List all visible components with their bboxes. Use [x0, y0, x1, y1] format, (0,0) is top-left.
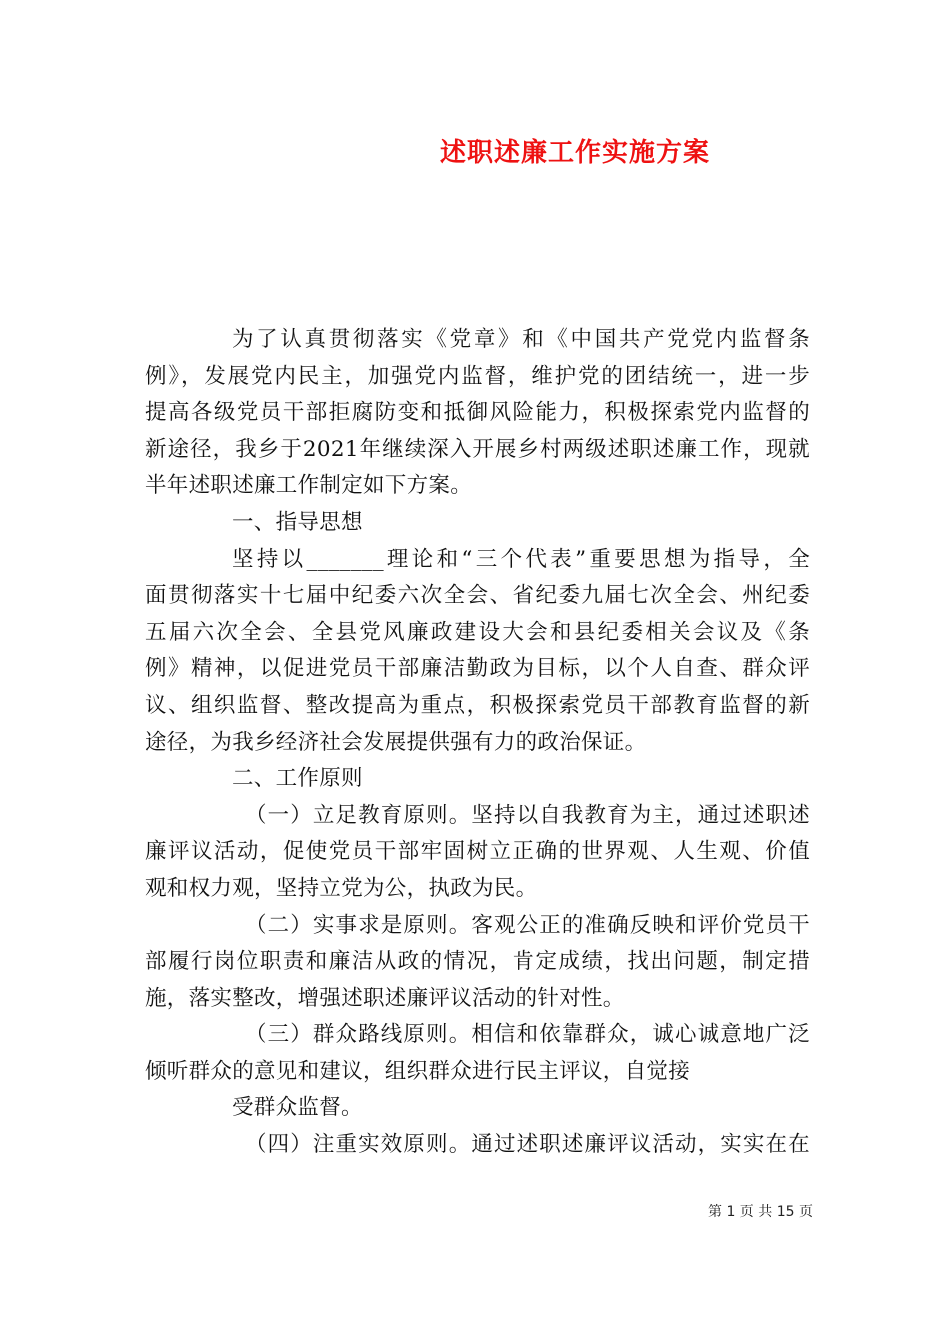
section-heading: 一、指导思想	[232, 509, 363, 535]
paragraph-line: 新途径，我乡于2021年继续深入开展乡村两级述职述廉工作，现就	[145, 436, 810, 462]
section-heading: 二、工作原则	[232, 766, 363, 792]
paragraph-line: 坚持以_______理论和“三个代表”重要思想为指导，全	[232, 546, 810, 572]
paragraph-line: （三）群众路线原则。相信和依靠群众，诚心诚意地广泛	[245, 1022, 810, 1048]
paragraph-line: 半年述职述廉工作制定如下方案。	[145, 473, 473, 499]
document-body	[145, 322, 810, 1164]
paragraph-line: 途径，为我乡经济社会发展提供强有力的政治保证。	[145, 729, 647, 755]
paragraph-line: 施，落实整改，增强述职述廉评议活动的针对性。	[145, 985, 625, 1011]
paragraph-line: 部履行岗位职责和廉洁从政的情况，肯定成绩，找出问题，制定措	[145, 949, 810, 975]
paragraph-line: 例》，发展党内民主，加强党内监督，维护党的团结统一，进一步	[145, 363, 810, 389]
paragraph-line: 廉评议活动，促使党员干部牢固树立正确的世界观、人生观、价值	[145, 839, 810, 865]
page-number: 第 1 页 共 15 页	[708, 1204, 813, 1220]
paragraph-line: 议、组织监督、整改提高为重点，积极探索党员干部教育监督的新	[145, 692, 810, 718]
paragraph-line: （四）注重实效原则。通过述职述廉评议活动，实实在在	[245, 1132, 810, 1158]
document-title: 述职述廉工作实施方案	[439, 138, 710, 168]
paragraph-line: 观和权力观，坚持立党为公，执政为民。	[145, 875, 538, 901]
paragraph-line: 为了认真贯彻落实《党章》和《中国共产党党内监督条	[232, 327, 810, 352]
paragraph-line: 提高各级党员干部拒腐防变和抵御风险能力，积极探索党内监督的	[145, 400, 810, 426]
paragraph-line: （一）立足教育原则。坚持以自我教育为主，通过述职述	[245, 802, 810, 828]
paragraph-line: 五届六次全会、全县党风廉政建设大会和县纪委相关会议及《条	[145, 619, 810, 645]
paragraph-line: 受群众监督。	[232, 1095, 363, 1121]
paragraph-line: 面贯彻落实十七届中纪委六次全会、省纪委九届七次全会、州纪委	[145, 583, 810, 609]
paragraph-line: 倾听群众的意见和建议，组织群众进行民主评议，自觉接	[145, 1058, 691, 1084]
paragraph-line: （二）实事求是原则。客观公正的准确反映和评价党员干	[245, 912, 810, 938]
paragraph-line: 例》精神，以促进党员干部廉洁勤政为目标，以个人自查、群众评	[145, 656, 810, 682]
